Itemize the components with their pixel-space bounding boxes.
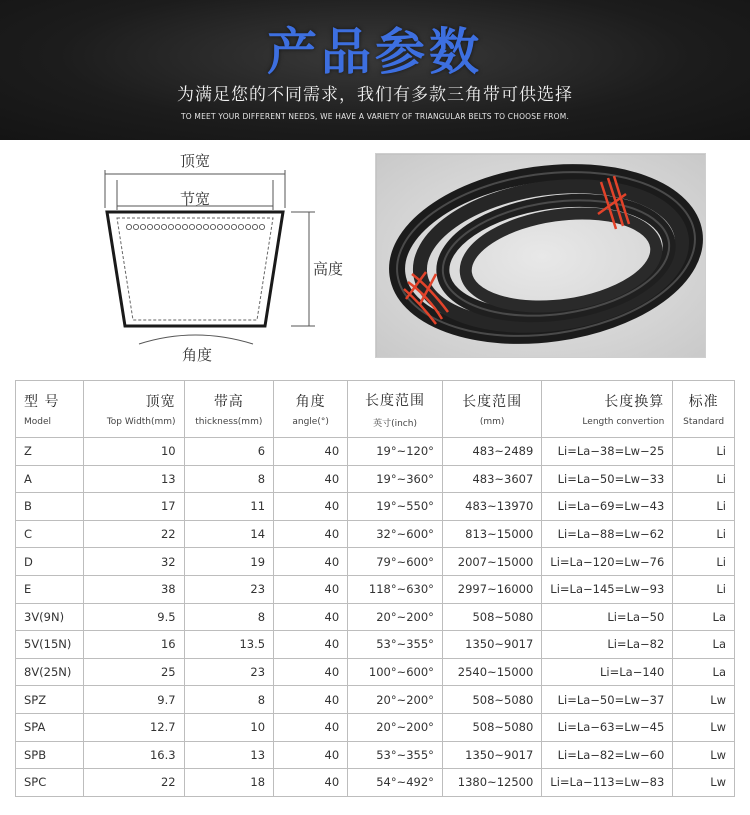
col-length-mm <box>442 381 541 438</box>
table-cell: 20°~200° <box>348 603 443 631</box>
belt-coil-illustration <box>376 154 706 358</box>
table-cell: 79°~600° <box>348 548 443 576</box>
table-cell: Li <box>673 465 735 493</box>
col-length-conversion <box>542 381 673 438</box>
table-cell: Li <box>673 520 735 548</box>
table-cell: E <box>16 575 84 603</box>
header-label: 标准 <box>688 394 719 410</box>
table-cell: 11 <box>184 493 273 521</box>
table-cell: 23 <box>184 658 273 686</box>
table-cell: SPZ <box>16 686 84 714</box>
table-cell: 6 <box>184 438 273 466</box>
table-row <box>16 631 735 659</box>
table-cell: 23 <box>184 575 273 603</box>
table-row <box>16 548 735 576</box>
table-cell: 3V(9N) <box>16 603 84 631</box>
header-sublabel: (mm) <box>479 417 505 427</box>
table-cell: 508~5080 <box>442 713 541 741</box>
table-cell: 40 <box>274 686 348 714</box>
header-label: 角度 <box>295 394 326 410</box>
header-sublabel: thickness(mm) <box>195 417 263 427</box>
table-cell: 19°~120° <box>348 438 443 466</box>
table-cell: Li=La−88=Lw−62 <box>542 520 673 548</box>
table-cell: 2007~15000 <box>442 548 541 576</box>
table-row <box>16 575 735 603</box>
header-label: 顶宽 <box>145 394 176 410</box>
table-cell: SPA <box>16 713 84 741</box>
table-cell: 9.5 <box>83 603 184 631</box>
table-cell: Li=La−140 <box>542 658 673 686</box>
table-cell: 40 <box>274 520 348 548</box>
table-row <box>16 438 735 466</box>
table-cell: 40 <box>274 658 348 686</box>
table-row <box>16 658 735 686</box>
table-cell: Li <box>673 438 735 466</box>
table-cell: Lw <box>673 713 735 741</box>
table-cell: Li=La−63=Lw−45 <box>542 713 673 741</box>
table-cell: Li=La−69=Lw−43 <box>542 493 673 521</box>
table-cell: La <box>673 603 735 631</box>
table-cell: Li=La−120=Lw−76 <box>542 548 673 576</box>
table-cell: 40 <box>274 741 348 769</box>
table-cell: 19°~550° <box>348 493 443 521</box>
table-cell: SPC <box>16 769 84 797</box>
table-cell: Li=La−82 <box>542 631 673 659</box>
table-cell: 1350~9017 <box>442 741 541 769</box>
header-sublabel: 英寸(inch) <box>373 418 417 429</box>
table-cell: 14 <box>184 520 273 548</box>
table-cell: 5V(15N) <box>16 631 84 659</box>
table-cell: Li=La−50=Lw−33 <box>542 465 673 493</box>
table-row <box>16 493 735 521</box>
table-cell: La <box>673 658 735 686</box>
table-row <box>16 465 735 493</box>
col-model <box>16 381 84 438</box>
spec-table <box>15 380 735 797</box>
table-cell: 2540~15000 <box>442 658 541 686</box>
table-cell: 40 <box>274 438 348 466</box>
table-row <box>16 686 735 714</box>
page-title: 产品参数 <box>267 23 483 81</box>
table-cell: Li=La−145=Lw−93 <box>542 575 673 603</box>
table-cell: 32°~600° <box>348 520 443 548</box>
belt-product-photo <box>375 153 706 358</box>
table-cell: 54°~492° <box>348 769 443 797</box>
header-label: 长度范围 <box>462 394 523 410</box>
belt-cross-section-diagram <box>95 148 365 373</box>
table-cell: 13 <box>184 741 273 769</box>
table-cell: 40 <box>274 603 348 631</box>
table-cell: 18 <box>184 769 273 797</box>
table-cell: 38 <box>83 575 184 603</box>
table-cell: 53°~355° <box>348 741 443 769</box>
header-label: 长度范围 <box>365 392 426 409</box>
table-cell: Li=La−82=Lw−60 <box>542 741 673 769</box>
table-body <box>16 438 735 797</box>
table-cell: B <box>16 493 84 521</box>
banner-subtitle-en: TO MEET YOUR DIFFERENT NEEDS, WE HAVE A VARIETY OF TRIANGULAR BELTS TO CHOOSE FROM. <box>180 112 570 121</box>
table-cell: 20°~200° <box>348 686 443 714</box>
col-thickness <box>184 381 273 438</box>
top-width-label: 顶宽 <box>179 152 211 170</box>
table-row <box>16 741 735 769</box>
table-cell: 12.7 <box>83 713 184 741</box>
banner-subtitle: 为满足您的不同需求，我们有多款三角带可供选择 <box>177 85 573 105</box>
table-row <box>16 769 735 797</box>
height-label: 高度 <box>312 260 344 278</box>
table-cell: 8 <box>184 686 273 714</box>
table-cell: Li=La−38=Lw−25 <box>542 438 673 466</box>
table-cell: 8 <box>184 465 273 493</box>
table-cell: 483~2489 <box>442 438 541 466</box>
table-cell: La <box>673 631 735 659</box>
header-sublabel: angle(°) <box>292 417 329 427</box>
col-top-width <box>83 381 184 438</box>
table-cell: Lw <box>673 741 735 769</box>
table-cell: 19°~360° <box>348 465 443 493</box>
table-row <box>16 713 735 741</box>
pitch-width-label: 节宽 <box>179 190 211 208</box>
table-cell: 813~15000 <box>442 520 541 548</box>
table-cell: A <box>16 465 84 493</box>
table-cell: D <box>16 548 84 576</box>
header-sublabel: Standard <box>683 417 725 427</box>
table-cell: 483~13970 <box>442 493 541 521</box>
table-cell: 40 <box>274 769 348 797</box>
table-cell: 10 <box>184 713 273 741</box>
table-cell: 1380~12500 <box>442 769 541 797</box>
col-standard <box>673 381 735 438</box>
table-cell: C <box>16 520 84 548</box>
header-sublabel: Top Width(mm) <box>106 417 176 427</box>
table-cell: Li=La−50 <box>542 603 673 631</box>
table-cell: 508~5080 <box>442 603 541 631</box>
table-cell: 100°~600° <box>348 658 443 686</box>
table-cell: SPB <box>16 741 84 769</box>
diagram-svg <box>95 148 365 373</box>
table-cell: Z <box>16 438 84 466</box>
header-sublabel: Model <box>24 417 52 427</box>
table-row <box>16 603 735 631</box>
angle-label: 角度 <box>181 346 213 364</box>
table-cell: 16 <box>83 631 184 659</box>
table-cell: 40 <box>274 493 348 521</box>
header-label: 长度换算 <box>604 394 665 410</box>
col-length-inch <box>348 381 443 438</box>
table-cell: 32 <box>83 548 184 576</box>
table-cell: 40 <box>274 575 348 603</box>
table-cell: 22 <box>83 520 184 548</box>
table-cell: 8 <box>184 603 273 631</box>
table-cell: Li <box>673 493 735 521</box>
table-cell: 53°~355° <box>348 631 443 659</box>
header-label: 带高 <box>213 394 244 410</box>
table-header <box>16 381 735 438</box>
table-cell: 13 <box>83 465 184 493</box>
table-cell: 25 <box>83 658 184 686</box>
table-cell: Li <box>673 575 735 603</box>
table-cell: 40 <box>274 631 348 659</box>
table-cell: 17 <box>83 493 184 521</box>
header-banner <box>0 0 750 140</box>
col-angle <box>274 381 348 438</box>
table-cell: 8V(25N) <box>16 658 84 686</box>
table-cell: 10 <box>83 438 184 466</box>
table-row <box>16 520 735 548</box>
table-cell: 19 <box>184 548 273 576</box>
table-cell: 118°~630° <box>348 575 443 603</box>
table-cell: Lw <box>673 686 735 714</box>
table-cell: Lw <box>673 769 735 797</box>
table-cell: 9.7 <box>83 686 184 714</box>
table-cell: 40 <box>274 548 348 576</box>
table-cell: 483~3607 <box>442 465 541 493</box>
table-cell: 16.3 <box>83 741 184 769</box>
header-label: 型 号 <box>24 394 60 410</box>
table-cell: 40 <box>274 465 348 493</box>
table-cell: Li <box>673 548 735 576</box>
table-cell: 20°~200° <box>348 713 443 741</box>
table-cell: Li=La−113=Lw−83 <box>542 769 673 797</box>
table-cell: Li=La−50=Lw−37 <box>542 686 673 714</box>
table-cell: 2997~16000 <box>442 575 541 603</box>
table-cell: 13.5 <box>184 631 273 659</box>
table-cell: 508~5080 <box>442 686 541 714</box>
table-cell: 40 <box>274 713 348 741</box>
header-sublabel: Length convertion <box>582 417 665 427</box>
table-cell: 22 <box>83 769 184 797</box>
table-cell: 1350~9017 <box>442 631 541 659</box>
